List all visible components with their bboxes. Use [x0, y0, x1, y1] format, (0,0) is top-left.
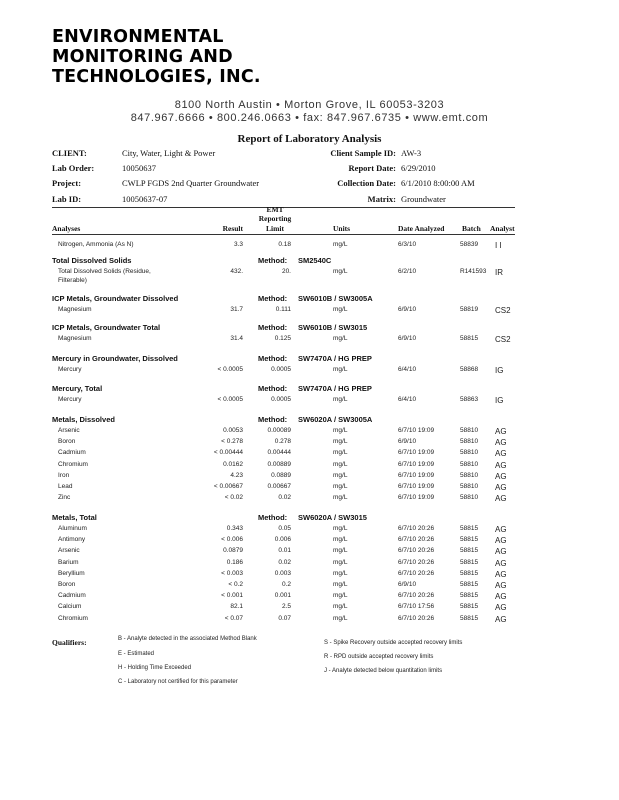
date-analyzed: 6/9/10 — [398, 335, 417, 342]
batch: 58815 — [460, 614, 479, 622]
report-title: Report of Laboratory Analysis — [237, 133, 382, 145]
result-value: < 0.00444 — [213, 449, 243, 457]
analyst: AG — [495, 449, 507, 459]
batch: 58815 — [460, 536, 479, 544]
units: mg/L — [333, 614, 348, 622]
batch: 58810 — [460, 427, 479, 434]
reporting-limit: 0.02 — [278, 494, 291, 502]
result-value: < 0.003 — [221, 569, 243, 577]
result-value: 4.23 — [230, 471, 243, 479]
reporting-limit: 0.125 — [274, 335, 291, 342]
matrix-label: Matrix: — [367, 194, 396, 204]
col-result: Result — [222, 224, 243, 233]
date-analyzed: 6/9/10 — [398, 438, 417, 446]
date-analyzed: 6/7/10 20:26 — [398, 525, 435, 532]
analyte-name: Iron — [58, 471, 70, 479]
analyst: AG — [495, 460, 507, 470]
reporting-limit: 0.05 — [278, 525, 291, 532]
batch: 58810 — [460, 449, 479, 457]
collection-date-label: Collection Date: — [337, 178, 396, 188]
col-analyses: Analyses — [52, 224, 81, 233]
lab-id-label: Lab ID: — [52, 194, 82, 204]
batch: 58810 — [460, 460, 479, 468]
analyst: AG — [495, 569, 507, 579]
batch: 58810 — [460, 438, 479, 446]
result-value: 0.0879 — [223, 547, 243, 555]
units: mg/L — [333, 449, 348, 457]
analyte-name: Chromium — [58, 460, 88, 468]
reporting-limit: 0.18 — [278, 241, 291, 248]
date-analyzed: 6/7/10 20:26 — [398, 536, 435, 544]
analyst: IR — [495, 268, 503, 277]
result-value: < 0.02 — [224, 494, 243, 502]
batch: 58815 — [460, 525, 479, 532]
date-analyzed: 6/9/10 — [398, 306, 417, 313]
analyte-name: Boron — [58, 438, 76, 446]
reporting-limit: 0.00667 — [267, 483, 291, 490]
report-date-label: Report Date: — [348, 163, 396, 173]
qualifier-h: H - Holding Time Exceeded — [118, 665, 192, 671]
reporting-limit: 0.07 — [278, 614, 291, 622]
method-label: Method: — [258, 354, 288, 363]
reporting-limit: 0.00089 — [267, 427, 291, 434]
batch: 58815 — [460, 335, 479, 342]
batch: 58815 — [460, 581, 479, 588]
sample-id-value: AW-3 — [401, 148, 422, 158]
date-analyzed: 6/7/10 19:09 — [398, 471, 435, 479]
analyst: AG — [495, 547, 507, 557]
section-title: ICP Metals, Groundwater Dissolved — [52, 294, 179, 303]
col-limit-1: EMT — [266, 205, 284, 214]
lab-order-value: 10050637 — [122, 163, 156, 173]
method-label: Method: — [258, 256, 288, 265]
batch: 58810 — [460, 471, 479, 479]
batch: 58863 — [460, 396, 479, 403]
method-value: SW6010B / SW3015 — [298, 323, 368, 332]
method-value: SM2540C — [298, 256, 332, 265]
analyst: AG — [495, 558, 507, 568]
result-value: 0.0162 — [223, 460, 243, 468]
batch: 58839 — [460, 241, 479, 248]
units: mg/L — [333, 569, 348, 577]
reporting-limit: 0.00444 — [267, 449, 291, 457]
analyst: AG — [495, 438, 507, 448]
result-value: 31.4 — [230, 335, 243, 342]
analyst: I I — [495, 241, 502, 250]
date-analyzed: 6/2/10 — [398, 268, 417, 275]
batch: R141593 — [460, 268, 487, 275]
date-analyzed: 6/7/10 19:09 — [398, 460, 435, 468]
units: mg/L — [333, 592, 348, 600]
date-analyzed: 6/7/10 20:26 — [398, 569, 435, 577]
result-value: 0.0053 — [223, 427, 243, 434]
date-analyzed: 6/3/10 — [398, 241, 417, 248]
analyte-name: Nitrogen, Ammonia (As N) — [58, 241, 134, 248]
result-value: < 0.278 — [221, 438, 243, 446]
section-title: Metals, Dissolved — [52, 415, 115, 424]
client-label: CLIENT: — [52, 148, 87, 158]
analyst: CS2 — [495, 306, 511, 315]
project-value: CWLP FGDS 2nd Quarter Groundwater — [122, 178, 260, 188]
date-analyzed: 6/7/10 20:26 — [398, 558, 435, 566]
analyst: AG — [495, 494, 507, 504]
analyte-name: Mercury — [58, 366, 82, 373]
company-address: 8100 North Austin • Morton Grove, IL 60053-3203 — [174, 99, 445, 111]
method-label: Method: — [258, 513, 288, 522]
units: mg/L — [333, 306, 348, 313]
batch: 58815 — [460, 558, 479, 566]
result-value: < 0.006 — [221, 536, 243, 544]
analyst: CS2 — [495, 335, 511, 344]
analyte-name: Aluminum — [58, 525, 87, 532]
analyst: IG — [495, 396, 504, 405]
analyst: AG — [495, 614, 507, 624]
client-value: City, Water, Light & Power — [122, 148, 216, 158]
section-title: Mercury, Total — [52, 384, 103, 393]
batch: 58810 — [460, 494, 479, 502]
company-name-line-1: ENVIRONMENTAL — [52, 27, 224, 47]
result-value: 432. — [230, 268, 243, 275]
reporting-limit: 0.0005 — [271, 366, 291, 373]
analyst: AG — [495, 525, 507, 534]
units: mg/L — [333, 603, 348, 611]
analyte-name: Beryllium — [58, 569, 85, 577]
units: mg/L — [333, 438, 348, 446]
method-value: SW6010B / SW3005A — [298, 294, 373, 303]
analyst: AG — [495, 581, 507, 590]
date-analyzed: 6/7/10 20:26 — [398, 592, 435, 600]
result-value: < 0.0005 — [217, 396, 243, 403]
analyst: AG — [495, 483, 507, 492]
batch: 58868 — [460, 366, 479, 373]
reporting-limit: 0.0889 — [271, 471, 291, 479]
method-label: Method: — [258, 384, 288, 393]
qualifier-r: R - RPD outside accepted recovery limits — [324, 654, 434, 660]
method-label: Method: — [258, 415, 288, 424]
reporting-limit: 0.111 — [275, 306, 291, 313]
analyte-name: Total Dissolved Solids (Residue, — [58, 268, 151, 275]
section-title: ICP Metals, Groundwater Total — [52, 323, 161, 332]
analyst: AG — [495, 536, 507, 546]
company-name-line-3: TECHNOLOGIES, INC. — [52, 67, 261, 87]
method-label: Method: — [258, 323, 288, 332]
columns-divider — [52, 234, 515, 235]
col-analyst: Analyst — [490, 224, 515, 233]
result-value: < 0.001 — [221, 592, 243, 600]
reporting-limit: 0.0005 — [271, 396, 291, 403]
units: mg/L — [333, 427, 348, 434]
report-date-value: 6/29/2010 — [401, 163, 436, 173]
analyte-name: Boron — [58, 581, 76, 588]
qualifier-e: E - Estimated — [118, 651, 155, 657]
date-analyzed: 6/7/10 17:56 — [398, 603, 435, 611]
reporting-limit: 0.2 — [281, 581, 291, 588]
units: mg/L — [333, 335, 348, 342]
result-value: 0.186 — [226, 558, 243, 566]
batch: 58815 — [460, 592, 479, 600]
analyte-name: Magnesium — [58, 306, 92, 313]
reporting-limit: 0.006 — [274, 536, 291, 544]
reporting-limit: 2.5 — [281, 603, 291, 611]
analyte-name: Calcium — [58, 603, 82, 611]
reporting-limit: 0.01 — [278, 547, 291, 555]
analyte-name: Lead — [58, 483, 73, 490]
units: mg/L — [333, 268, 348, 275]
method-value: SW6020A / SW3015 — [298, 513, 367, 522]
analyte-name: Arsenic — [58, 547, 80, 555]
section-title: Total Dissolved Solids — [52, 256, 132, 265]
units: mg/L — [333, 558, 348, 566]
company-name — [52, 27, 261, 87]
reporting-limit: 0.278 — [274, 438, 291, 446]
analyst: AG — [495, 603, 507, 613]
units: mg/L — [333, 241, 348, 248]
result-value: 3.3 — [233, 241, 243, 248]
batch: 58810 — [460, 483, 479, 490]
project-label: Project: — [52, 178, 82, 188]
analyte-name: Chromium — [58, 614, 88, 622]
units: mg/L — [333, 366, 348, 373]
units: mg/L — [333, 536, 348, 544]
analyst: AG — [495, 592, 507, 602]
col-limit-2: Reporting — [258, 214, 292, 223]
reporting-limit: 0.001 — [274, 592, 291, 600]
analyte-name: Magnesium — [58, 335, 92, 342]
analyst: AG — [495, 427, 507, 436]
col-date-analyzed: Date Analyzed — [398, 224, 445, 233]
result-value: < 0.0005 — [217, 366, 243, 373]
date-analyzed: 6/7/10 19:09 — [398, 427, 435, 434]
company-contact: 847.967.6666 • 800.246.0663 • fax: 847.967.6735 • www.emt.com — [130, 112, 489, 124]
units: mg/L — [333, 494, 348, 502]
reporting-limit: 0.003 — [274, 569, 291, 577]
lab-order-label: Lab Order: — [52, 163, 95, 173]
units: mg/L — [333, 525, 348, 532]
analyte-name: Zinc — [58, 494, 71, 502]
date-analyzed: 6/4/10 — [398, 366, 417, 373]
analyte-name: Arsenic — [58, 427, 80, 434]
reporting-limit: 0.00889 — [267, 460, 291, 468]
units: mg/L — [333, 396, 348, 403]
section-title: Mercury in Groundwater, Dissolved — [52, 354, 178, 363]
qualifier-j: J - Analyte detected below quantitation limits — [324, 668, 443, 674]
analyst: AG — [495, 471, 507, 481]
matrix-value: Groundwater — [401, 194, 446, 204]
units: mg/L — [333, 471, 348, 479]
result-value: < 0.2 — [228, 581, 243, 588]
batch: 58815 — [460, 569, 479, 577]
method-label: Method: — [258, 294, 288, 303]
collection-date-value: 6/1/2010 8:00:00 AM — [401, 178, 475, 188]
result-value: 31.7 — [230, 306, 243, 313]
result-value: 82.1 — [230, 603, 243, 611]
batch: 58819 — [460, 306, 479, 313]
method-value: SW6020A / SW3005A — [298, 415, 373, 424]
date-analyzed: 6/7/10 20:26 — [398, 547, 435, 555]
company-name-line-2: MONITORING AND — [52, 47, 233, 67]
analyte-name: Mercury — [58, 396, 82, 403]
method-value: SW7470A / HG PREP — [298, 354, 372, 363]
date-analyzed: 6/9/10 — [398, 581, 417, 588]
result-value: < 0.07 — [224, 614, 243, 622]
col-limit-3: Limit — [266, 224, 284, 233]
date-analyzed: 6/7/10 19:09 — [398, 449, 435, 457]
batch: 58815 — [460, 603, 479, 611]
analyte-name-cont: Filterable) — [58, 277, 87, 284]
date-analyzed: 6/7/10 19:09 — [398, 494, 435, 502]
analyte-name: Cadmium — [58, 449, 86, 457]
date-analyzed: 6/4/10 — [398, 396, 417, 403]
result-value: 0.343 — [226, 525, 243, 532]
result-value: < 0.00667 — [213, 483, 243, 490]
analyst: IG — [495, 366, 504, 375]
qualifier-c: C - Laboratory not certified for this parameter — [118, 679, 238, 685]
analyte-name: Cadmium — [58, 592, 86, 600]
section-title: Metals, Total — [52, 513, 97, 522]
qualifiers-label: Qualifiers: — [52, 638, 87, 647]
units: mg/L — [333, 581, 348, 588]
units: mg/L — [333, 460, 348, 468]
analyte-name: Antimony — [58, 536, 86, 544]
date-analyzed: 6/7/10 19:09 — [398, 483, 435, 490]
col-batch: Batch — [462, 224, 481, 233]
col-units: Units — [333, 224, 351, 233]
units: mg/L — [333, 547, 348, 555]
reporting-limit: 20. — [281, 268, 291, 275]
method-value: SW7470A / HG PREP — [298, 384, 372, 393]
analyte-name: Barium — [58, 558, 79, 566]
batch: 58815 — [460, 547, 479, 555]
qualifier-b: B - Analyte detected in the associated Method Blank — [118, 636, 257, 642]
date-analyzed: 6/7/10 20:26 — [398, 614, 435, 622]
reporting-limit: 0.02 — [278, 558, 291, 566]
sample-id-label: Client Sample ID: — [330, 148, 396, 158]
units: mg/L — [333, 483, 348, 490]
lab-id-value: 10050637-07 — [122, 194, 168, 204]
qualifier-s: S - Spike Recovery outside accepted recovery limits — [324, 640, 463, 646]
